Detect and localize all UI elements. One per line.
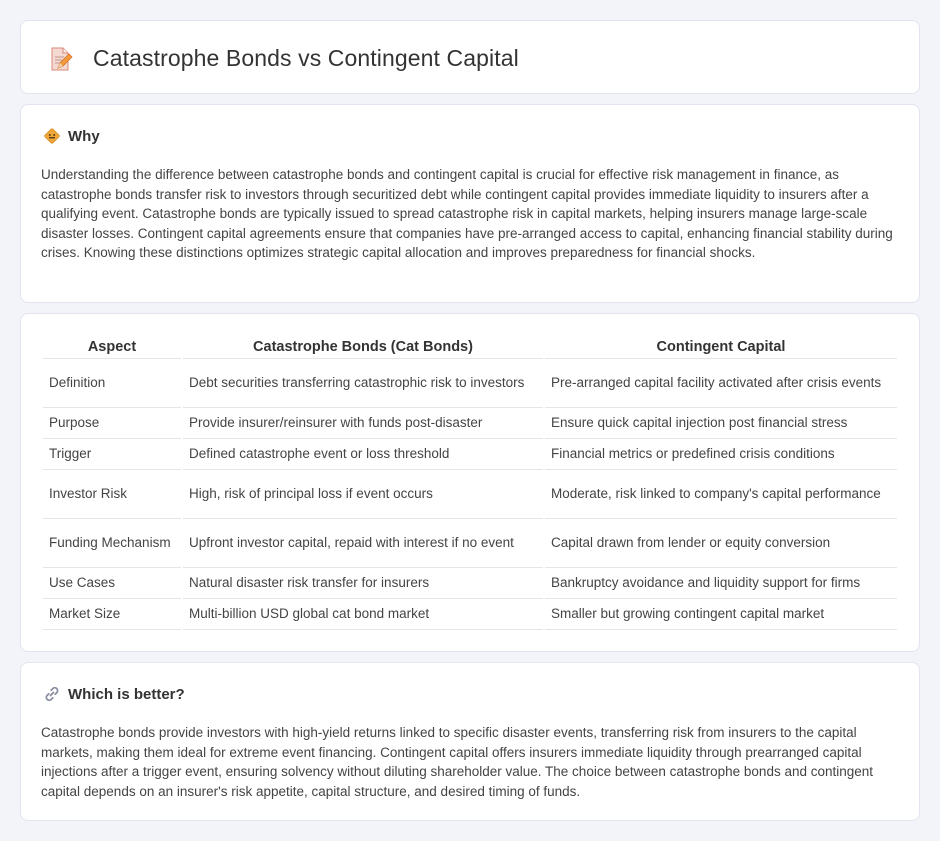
cell-cat-bonds: Multi-billion USD global cat bond market (183, 599, 543, 630)
better-title: Which is better? (68, 685, 185, 703)
table-row (43, 519, 897, 568)
table-row (43, 599, 897, 630)
cell-cat-bonds: Natural disaster risk transfer for insurers (183, 568, 543, 599)
cell-cat-bonds: High, risk of principal loss if event occurs (183, 470, 543, 519)
page-title: Catastrophe Bonds vs Contingent Capital (93, 45, 519, 71)
cell-aspect: Funding Mechanism (43, 519, 181, 568)
why-section (20, 104, 920, 303)
better-text: Catastrophe bonds provide investors with high-yield returns linked to specific disaster events, transferring risk from insurers to the capital markets, making them ideal for extreme event financing. Contingent capital offers insurers immediate liquidity through prearranged capital injections after a trigger event, ensuring solvency without diluting shareholder value. The choice between catastrophe bonds and contingent capital depends on an insurer's risk appetite, capital structure, and desired timing of funds. (41, 725, 874, 799)
cell-cat-bonds: Provide insurer/reinsurer with funds post-disaster (183, 408, 543, 439)
cell-contingent-capital: Smaller but growing contingent capital market (545, 599, 897, 630)
cell-aspect: Trigger (43, 439, 181, 470)
cell-aspect: Definition (43, 359, 181, 408)
cell-contingent-capital: Pre-arranged capital facility activated after crisis events (545, 359, 897, 408)
cell-contingent-capital: Moderate, risk linked to company's capital performance (545, 470, 897, 519)
why-title: Why (68, 127, 100, 145)
header-aspect: Aspect (43, 337, 181, 359)
link-icon (43, 685, 61, 703)
which-is-better-section (20, 662, 920, 821)
table-row (43, 568, 897, 599)
cell-contingent-capital: Bankruptcy avoidance and liquidity support for firms (545, 568, 897, 599)
cell-aspect: Market Size (43, 599, 181, 630)
cell-contingent-capital: Capital drawn from lender or equity conversion (545, 519, 897, 568)
cell-aspect: Use Cases (43, 568, 181, 599)
cell-aspect: Purpose (43, 408, 181, 439)
table-header-row (43, 337, 897, 359)
diamond-sign-icon (43, 127, 61, 145)
comparison-section (20, 313, 920, 652)
table-row (43, 359, 897, 408)
header-contingent-capital: Contingent Capital (545, 337, 897, 359)
table-row (43, 408, 897, 439)
why-text: Understanding the difference between catastrophe bonds and contingent capital is crucial for effective risk management in finance, as catastrophe bonds transfer risk to investors through securitized debt while contingent capital provides immediate liquidity to insurers after a qualifying event. Catastrophe bonds are typically issued to spread catastrophe risk in capital markets, helping insurers manage large-scale disaster losses. Contingent capital agreements ensure that companies have pre-arranged access to capital, enhancing financial stability during crises. Knowing these distinctions optimizes strategic capital allocation and improves preparedness for financial shocks. (41, 167, 893, 260)
cell-cat-bonds: Defined catastrophe event or loss threshold (183, 439, 543, 470)
comparison-table (41, 337, 899, 630)
cell-cat-bonds: Upfront investor capital, repaid with interest if no event (183, 519, 543, 568)
cell-cat-bonds: Debt securities transferring catastrophic risk to investors (183, 359, 543, 408)
header-cat-bonds: Catastrophe Bonds (Cat Bonds) (183, 337, 543, 359)
cell-contingent-capital: Financial metrics or predefined crisis conditions (545, 439, 897, 470)
title-card (20, 20, 920, 94)
document-edit-icon (47, 46, 73, 72)
table-row (43, 470, 897, 519)
table-row (43, 439, 897, 470)
cell-contingent-capital: Ensure quick capital injection post financial stress (545, 408, 897, 439)
cell-aspect: Investor Risk (43, 470, 181, 519)
